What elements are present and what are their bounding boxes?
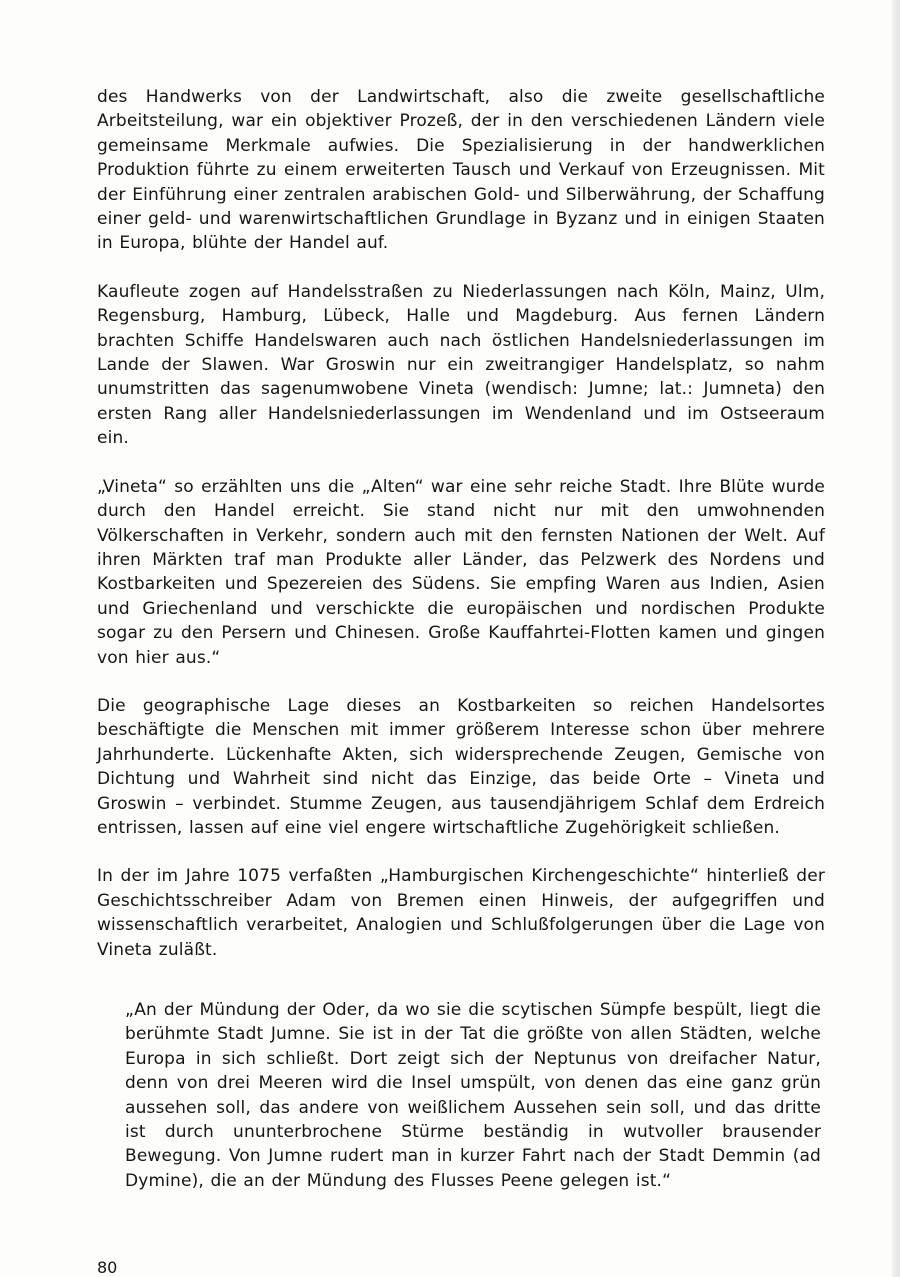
paragraph-5: In der im Jahre 1075 verfaßten „Hamburgischen Kirchengeschichte“ hinterließ der Geschichtsschreiber Adam von Bremen einen Hinweis, der aufgegriffen und wissenschaftlich verarbeitet, Analogien und Schlußfolgerungen über die Lage von Vineta zuläßt. [97, 866, 825, 960]
paragraph-4: Die geographische Lage dieses an Kostbarkeiten so reichen Handelsortes beschäftigte die Menschen mit immer größerem Interesse schon über mehrere Jahrhunderte. Lückenhafte Akten, sich widersprechende Zeugen, Gemische von Dichtung und Wahrheit sind nicht das Einzige, das beide Orte – Vineta und Groswin – verbindet. Stumme Zeugen, aus tausendjährigem Schlaf dem Erdreich entrissen, lassen auf eine viel engere wirtschaftliche Zugehörigkeit schließen. [97, 695, 825, 838]
page-number: 80 [97, 1258, 118, 1277]
block-quote: „An der Mündung der Oder, da wo sie die scytischen Sümpfe bespült, liegt die berühmte Stadt Jumne. Sie ist in der Tat die größte von allen Städten, welche Europa in sich schließt. Dort zeigt sich der Neptunus von dreifacher Natur, denn von drei Meeren wird die Insel umspült, von denen das eine ganz grün aussehen soll, das andere von weißlichem Aussehen sein soll, und das dritte ist durch ununterbrochene Stürme beständig in wutvoller brausender Bewegung. Von Jumne rudert man in kurzer Fahrt nach der Stadt Demmin (ad Dymine), die an der Mündung des Flusses Peene gelegen ist.“ [125, 1000, 821, 1191]
body-text [97, 85, 825, 1193]
paragraph-3: „Vineta“ so erzählten uns die „Alten“ war eine sehr reiche Stadt. Ihre Blüte wurde durch den Handel erreicht. Sie stand nicht nur mit den umwohnenden Völkerschaften in Verkehr, sondern auch mit den fernsten Nationen der Welt. Auf ihren Märkten traf man Produkte aller Länder, das Pelzwerk des Nordens und Kostbarkeiten und Spezereien des Südens. Sie empfing Waren aus Indien, Asien und Griechenland und verschickte die europäischen und nordischen Produkte sogar zu den Persern und Chinesen. Große Kauffahrtei-Flotten kamen und gingen von hier aus.“ [97, 476, 825, 668]
paragraph-2: Kaufleute zogen auf Handelsstraßen zu Niederlassungen nach Köln, Mainz, Ulm, Regensburg, Hamburg, Lübeck, Halle und Magdeburg. Aus fernen Ländern brachten Schiffe Handelswaren auch nach östlichen Handelsniederlassungen im Lande der Slawen. War Groswin nur ein zweitrangiger Handelsplatz, so nahm unumstritten das sagenumwobene Vineta (wendisch: Jumne; lat.: Jumneta) den ersten Rang aller Handelsniederlassungen im Wendenland und im Ostseeraum ein. [97, 281, 825, 449]
page-edge-shadow [892, 0, 900, 1277]
paragraph-1: des Handwerks von der Landwirtschaft, also die zweite gesellschaftliche Arbeitsteilung, war ein objektiver Prozeß, der in den verschiedenen Ländern viele gemeinsame Merkmale aufwies. Die Spezialisierung in der handwerklichen Produktion führte zu einem erweiterten Tausch und Verkauf von Erzeugnissen. Mit der Einführung einer zentralen arabischen Gold- und Silberwährung, der Schaffung einer geld- und warenwirtschaftlichen Grundlage in Byzanz und in einigen Staaten in Europa, blühte der Handel auf. [97, 87, 825, 254]
